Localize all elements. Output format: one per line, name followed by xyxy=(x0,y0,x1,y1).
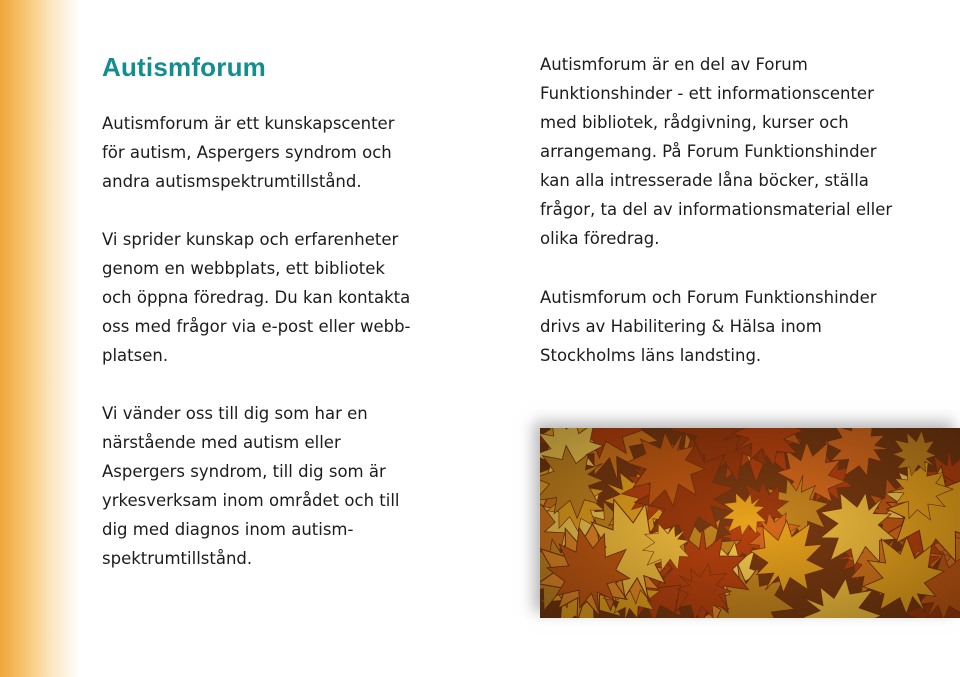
operated-by-paragraph: Autismforum och Forum Funktionshinder drivs av Habilitering & Hälsa inom Stockholms läns landsting. xyxy=(540,288,877,365)
audience-paragraph: Vi vänder oss till dig som har en närstående med autism eller Aspergers syndrom, till dig som är yrkesverksam inom området och till dig med diagnos inom autism- spektrumtillstånd. xyxy=(102,404,400,568)
intro-paragraph: Autismforum är ett kunskapscenter för autism, Aspergers syndrom och andra autismspektrumtillstånd. xyxy=(102,114,395,191)
page-title: Autismforum xyxy=(102,52,266,82)
about-forum-paragraph: Autismforum är en del av Forum Funktionshinder - ett informationscenter med bibliotek, rådgivning, kurser och arrangemang. På Forum Funktionshinder kan alla intresserade låna böcker, ställa frågor, ta del av informationsmaterial eller olika föredrag. xyxy=(540,55,893,248)
contact-paragraph: Vi sprider kunskap och erfarenheter genom en webbplats, ett bibliotek och öppna föredrag. Du kan kontakta oss med frågor via e-post eller webb- platsen. xyxy=(102,230,411,365)
decorative-edge-gradient xyxy=(0,0,80,677)
autumn-leaves-photo xyxy=(540,428,960,618)
